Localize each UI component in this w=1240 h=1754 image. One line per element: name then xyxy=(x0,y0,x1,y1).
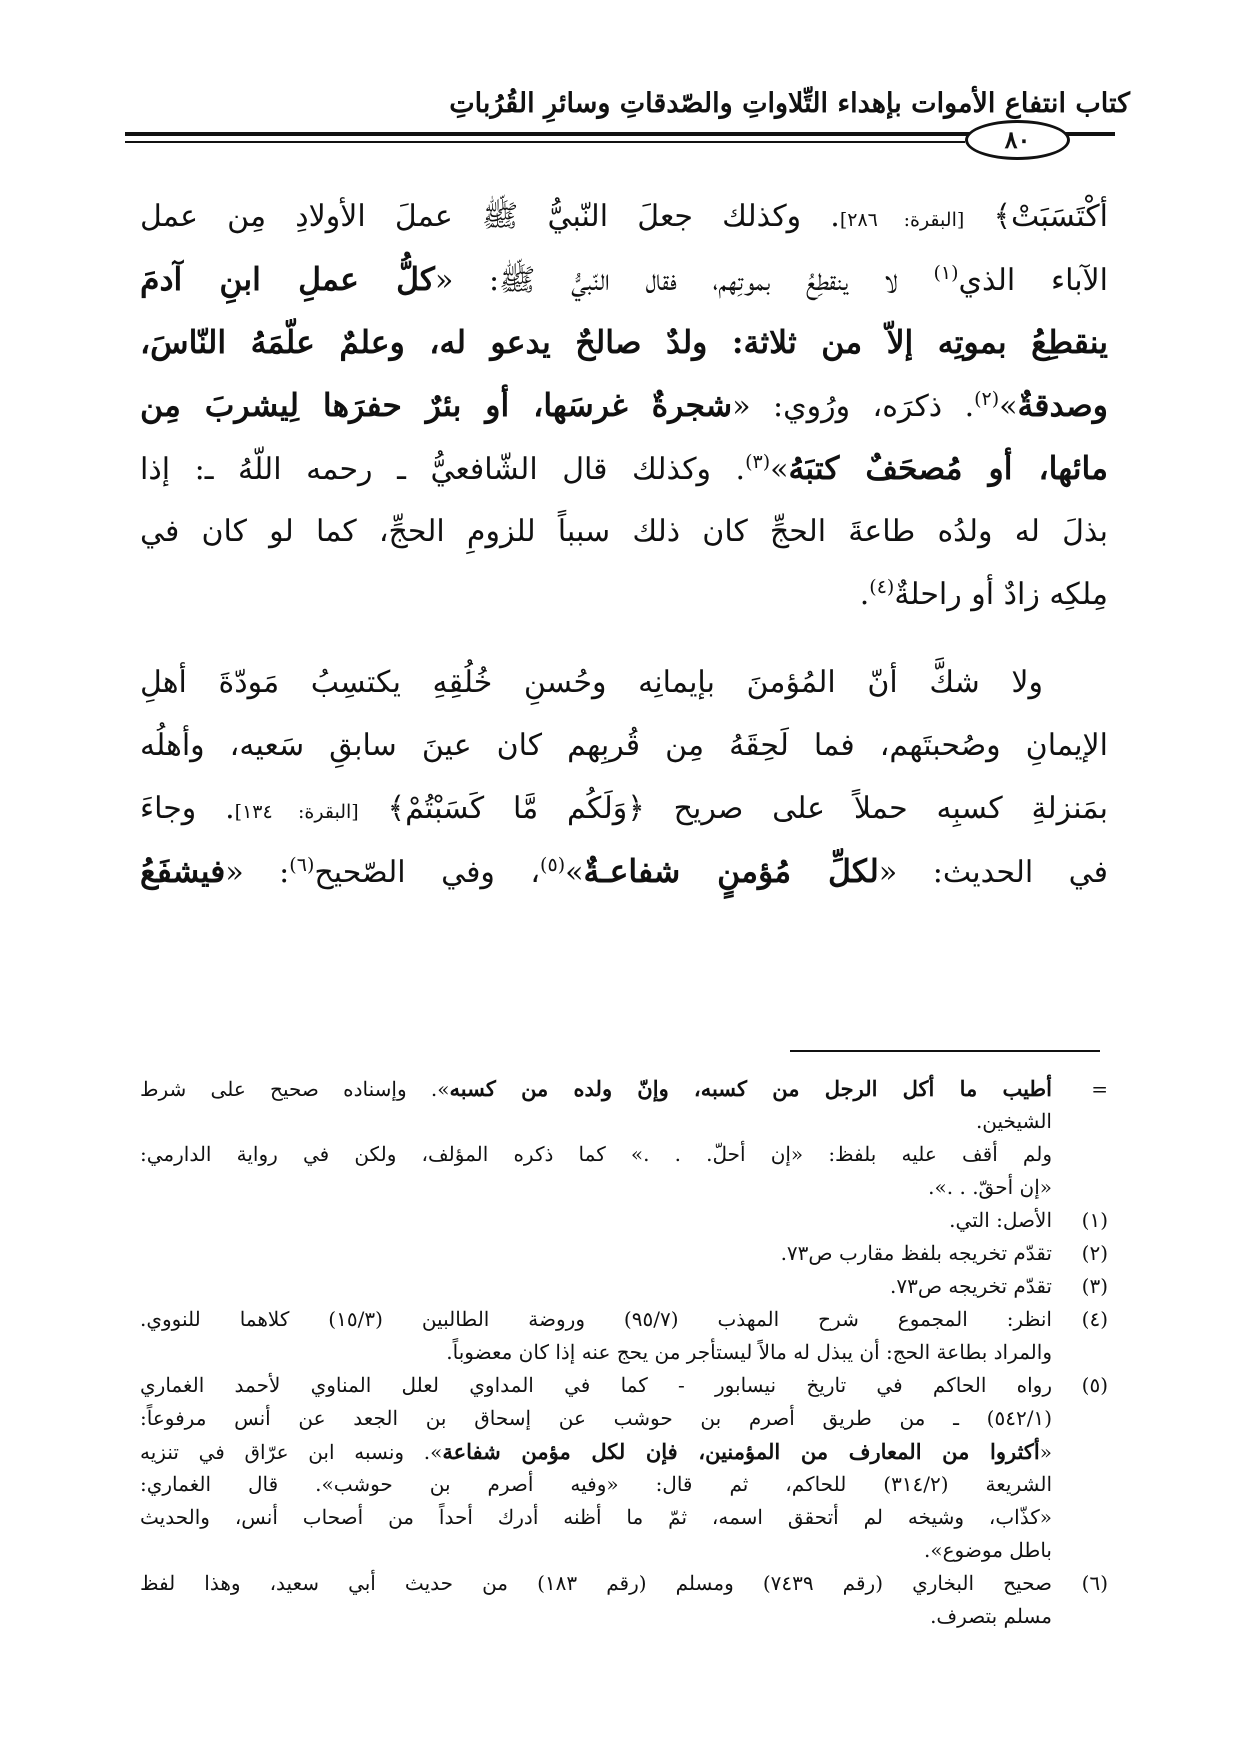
text-run: ولم أقف عليه بلفظ: «إن أحلّ. . .» كما ذكره المؤلف، ولكن في رواية الدارمي: xyxy=(140,1142,1052,1166)
hadith-text: أكثروا من المعارف من المؤمنين، فإن لكل مؤمن شفاعة xyxy=(442,1439,1040,1464)
text-run: . ذكرَه، ورُوي: « xyxy=(732,389,975,424)
footnote-line xyxy=(140,1402,1108,1435)
footnote-line xyxy=(140,1468,1108,1501)
text-run: » xyxy=(770,452,789,487)
text-run: تقدّم تخريجه ص٧٣. xyxy=(889,1274,1052,1298)
hadith-text: كلُّ عملِ ابنِ آدمَ xyxy=(140,261,435,298)
footnote-number: (٥) xyxy=(1081,1373,1108,1397)
page-number: ٨٠ xyxy=(965,120,1070,160)
text-line xyxy=(140,374,1108,437)
text-run: بذلَ له ولدُه طاعةَ الحجِّ كان ذلك سبباً للزومِ الحجِّ، كما لو كان في xyxy=(140,514,1108,549)
footnote-number: (١) xyxy=(1081,1208,1108,1232)
header-rule-thin xyxy=(125,141,965,143)
text-run: « xyxy=(1039,1440,1052,1464)
text-run: . وكذلك جعلَ النّبيُّ ﷺ عملَ الأولادِ مِن عمل xyxy=(140,199,840,234)
text-line xyxy=(140,714,1108,777)
footnote-number: (٣) xyxy=(1081,1274,1108,1298)
quran-reference: [البقرة: ٢٨٦] xyxy=(839,209,965,231)
footnote-marker: (٢) xyxy=(974,388,1000,410)
text-line xyxy=(140,651,1108,714)
text-run: ». وإسناده صحيح على شرط xyxy=(140,1077,450,1101)
footnote-marker: (٥) xyxy=(540,854,566,876)
footnote-line xyxy=(140,1303,1108,1336)
footnote-number: (٤) xyxy=(1081,1307,1108,1331)
text-run: مِلكِه زادٌ أو راحلةٌ xyxy=(894,577,1108,612)
running-header-title: كتاب انتفاع الأموات بإهداء التِّلاواتِ والصّدقاتِ وسائرِ القُرُباتِ xyxy=(449,88,1130,119)
text-run: ». ونسبه ابن عرّاق في تنزيه xyxy=(140,1440,443,1464)
text-run: » xyxy=(565,855,584,890)
text-line xyxy=(140,563,1108,626)
footnote-line xyxy=(140,1336,1108,1369)
hadith-text: شجرةٌ غرسَها، أو بئرٌ حفرَها لِيشربَ مِن xyxy=(140,387,733,424)
hadith-text: لكلِّ مُؤمنٍ شفاعـةٌ xyxy=(583,853,879,890)
footnote-line xyxy=(140,1237,1108,1270)
text-run: (٥٤٢/١) ـ من طريق أصرم بن حوشب عن إسحاق بن الجعد عن أنس مرفوعاً: xyxy=(140,1406,1052,1430)
hadith-text: مائها، أو مُصحَفٌ كتبَهُ xyxy=(788,450,1108,487)
footnote-item xyxy=(140,1204,1108,1237)
text-run: . xyxy=(859,577,870,612)
footnote-separator xyxy=(790,1050,1100,1052)
paragraph-gap xyxy=(140,626,1108,651)
text-line xyxy=(140,840,1108,903)
footnote-marker: (٤) xyxy=(869,576,895,598)
text-line xyxy=(140,777,1108,840)
footnotes xyxy=(140,1072,1108,1633)
footnote-number: (٢) xyxy=(1081,1241,1108,1265)
footnote-line xyxy=(140,1369,1108,1402)
text-run: أكْتَسَبَتْ﴾ xyxy=(964,199,1108,234)
quran-reference: [البقرة: ١٣٤] xyxy=(234,801,359,823)
text-run: ، وفي الصّحيح xyxy=(314,855,541,890)
text-run: الآباء الذي xyxy=(958,263,1108,298)
text-run: لا ينقطِعُ بموتِهم، فقال النّبيُّ ﷺ: « xyxy=(434,263,934,298)
text-line xyxy=(140,311,1108,374)
footnote-line xyxy=(140,1600,1108,1633)
text-run: انظر: المجموع شرح المهذب (٩٥/٧) وروضة الطالبين (١٥/٣) كلاهما للنووي. xyxy=(140,1307,1052,1331)
footnote-marker: (١) xyxy=(933,262,959,284)
text-run: باطل موضوع». xyxy=(924,1538,1052,1562)
text-line xyxy=(140,185,1108,248)
footnote-line xyxy=(140,1072,1108,1105)
footnote-item xyxy=(140,1270,1108,1303)
text-line xyxy=(140,500,1108,563)
text-line xyxy=(140,248,1108,311)
footnote-line xyxy=(140,1435,1108,1468)
text-run: » xyxy=(999,389,1018,424)
footnote-item xyxy=(140,1303,1108,1369)
text-run: ولا شكَّ أنّ المُؤمنَ بإيمانِه وحُسنِ خُلُقِهِ يكتسِبُ مَودّةَ أهلِ xyxy=(140,665,1043,700)
text-run: بمَنزلةِ كسبِه حملاً على صريح ﴿وَلَكُم مَّا كَسَبْتُمْ﴾ xyxy=(358,791,1108,826)
text-run: صحيح البخاري (رقم ٧٤٣٩) ومسلم (رقم ١٨٣) من حديث أبي سعيد، وهذا لفظ xyxy=(140,1571,1052,1595)
text-run: الشريعة (٣١٤/٢) للحاكم، ثم قال: «وفيه أصرم بن حوشب». قال الغماري: xyxy=(140,1472,1053,1496)
text-run: الأصل: التي. xyxy=(949,1208,1052,1232)
footnote-line xyxy=(140,1138,1108,1171)
text-run: . وجاءَ xyxy=(140,791,235,826)
hadith-text: وصدقةٌ xyxy=(1017,387,1108,424)
text-run: . وكذلك قال الشّافعيُّ ـ رحمه اللّهُ ـ: إذا xyxy=(140,452,746,487)
hadith-text: ينقطِعُ بموتِه إلاّ من ثلاثة: ولدٌ صالحٌ يدعو له، وعلمٌ علّمَهُ النّاسَ، xyxy=(140,324,1108,361)
text-run: والمراد بطاعة الحج: أن يبذل له مالاً ليستأجر من يحج عنه إذا كان معضوباً. xyxy=(446,1340,1052,1364)
footnote-line xyxy=(140,1105,1108,1138)
text-run: : « xyxy=(225,855,290,890)
text-run: الإيمانِ وصُحبتَهم، فما لَحِقَهُ مِن قُربِهم كان عينَ سابقِ سَعيه، وأهلُه xyxy=(140,728,1108,763)
text-run: رواه الحاكم في تاريخ نيسابور - كما في المداوي لعلل المناوي لأحمد الغماري xyxy=(140,1373,1052,1397)
text-run: تقدّم تخريجه بلفظ مقارب ص٧٣. xyxy=(780,1241,1052,1265)
text-run: في الحديث: « xyxy=(878,855,1108,890)
footnote-line xyxy=(140,1270,1108,1303)
footnote-line xyxy=(140,1204,1108,1237)
footnote-number: = xyxy=(1091,1077,1108,1101)
footnote-item xyxy=(140,1072,1108,1138)
hadith-text: أطيب ما أكل الرجل من كسبه، وإنّ ولده من كسبه xyxy=(449,1076,1052,1101)
text-run: «كذّاب، وشيخه لم أتحقق اسمه، ثمّ ما أظنه أدرك أحداً من أصحاب أنس، والحديث xyxy=(140,1505,1052,1529)
footnote-line xyxy=(140,1534,1108,1567)
footnote-marker: (٣) xyxy=(745,451,771,473)
footnote-marker: (٦) xyxy=(289,854,315,876)
footnote-line xyxy=(140,1171,1108,1204)
main-text xyxy=(140,185,1108,903)
text-line xyxy=(140,437,1108,500)
text-run: «إن أحقّ. . .». xyxy=(928,1175,1052,1199)
footnote-line xyxy=(140,1567,1108,1600)
footnote-item xyxy=(140,1237,1108,1270)
footnote-item xyxy=(140,1567,1108,1633)
footnote-number: (٦) xyxy=(1081,1571,1108,1595)
footnote-item xyxy=(140,1369,1108,1567)
hadith-text: فيشفَعُ xyxy=(140,853,226,890)
text-run: مسلم بتصرف. xyxy=(930,1604,1052,1628)
footnote-item xyxy=(140,1138,1108,1204)
footnote-line xyxy=(140,1501,1108,1534)
text-run: الشيخين. xyxy=(975,1109,1052,1133)
